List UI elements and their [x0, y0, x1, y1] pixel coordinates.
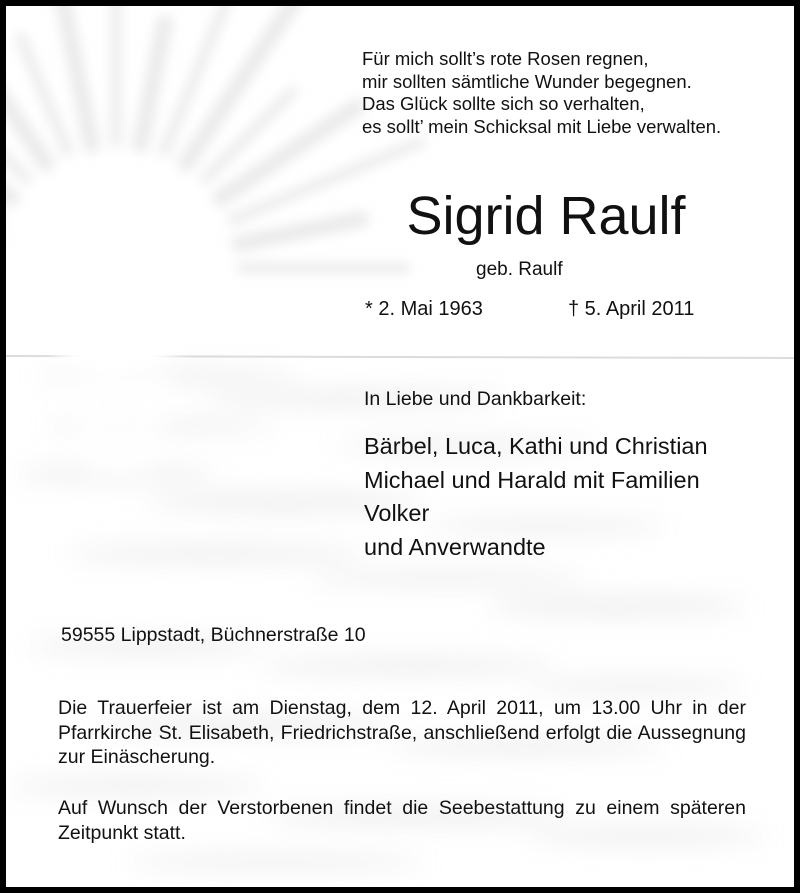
sea-wave: [306, 571, 586, 585]
poem-line: es sollt’ mein Schicksal mit Liebe verwalten.: [362, 115, 722, 137]
sun-ray: [220, 107, 357, 199]
birth-date: * 2. Mai 1963: [365, 298, 483, 320]
mourner-line: Bärbel, Luca, Kathi und Christian: [364, 433, 708, 459]
sun-ray: [140, 23, 164, 146]
sun-ray: [239, 219, 362, 243]
sea-wave: [256, 658, 556, 674]
sea-wave: [6, 778, 266, 794]
poem-line: mir sollten sämtliche Wunder begegnen.: [362, 70, 692, 92]
sun-reflection: [66, 365, 176, 481]
death-date: † 5. April 2011: [568, 298, 695, 320]
sun-ray: [59, 6, 91, 145]
funeral-info: Die Trauerfeier ist am Dienstag, dem 12. April 2011, um 13.00 Uhr in der Pfarrkirche St. Elisabeth, Friedrichstraße, anschließend erfolgt die Aussegnung zur Einäscherung.: [58, 697, 746, 768]
mourners-list: [364, 430, 708, 564]
poem: [362, 48, 721, 138]
address: 59555 Lippstadt, Büchnerstraße 10: [61, 624, 366, 646]
maiden-name: geb. Raulf: [476, 259, 563, 280]
deceased-name: Sigrid Raulf: [406, 186, 686, 246]
mourner-line: und Anverwandte: [364, 533, 546, 560]
mourner-line: Michael und Harald mit Familien: [364, 466, 700, 493]
sea-wave: [486, 597, 746, 615]
mourners-intro: In Liebe und Dankbarkeit:: [364, 388, 587, 410]
sea-wave: [126, 855, 426, 869]
poem-line: Für mich sollt’s rote Rosen regnen,: [362, 48, 649, 69]
sun-ray: [164, 6, 227, 153]
sea-wave: [526, 679, 746, 693]
burial-info: Auf Wunsch der Verstorbenen findet die Seebestattung zu einem späteren Zeitpunkt statt.: [58, 797, 746, 844]
sea-wave: [66, 546, 366, 562]
poem-line: Das Glück sollte sich so verhalten,: [362, 93, 645, 114]
mourner-line: Volker: [364, 500, 430, 526]
